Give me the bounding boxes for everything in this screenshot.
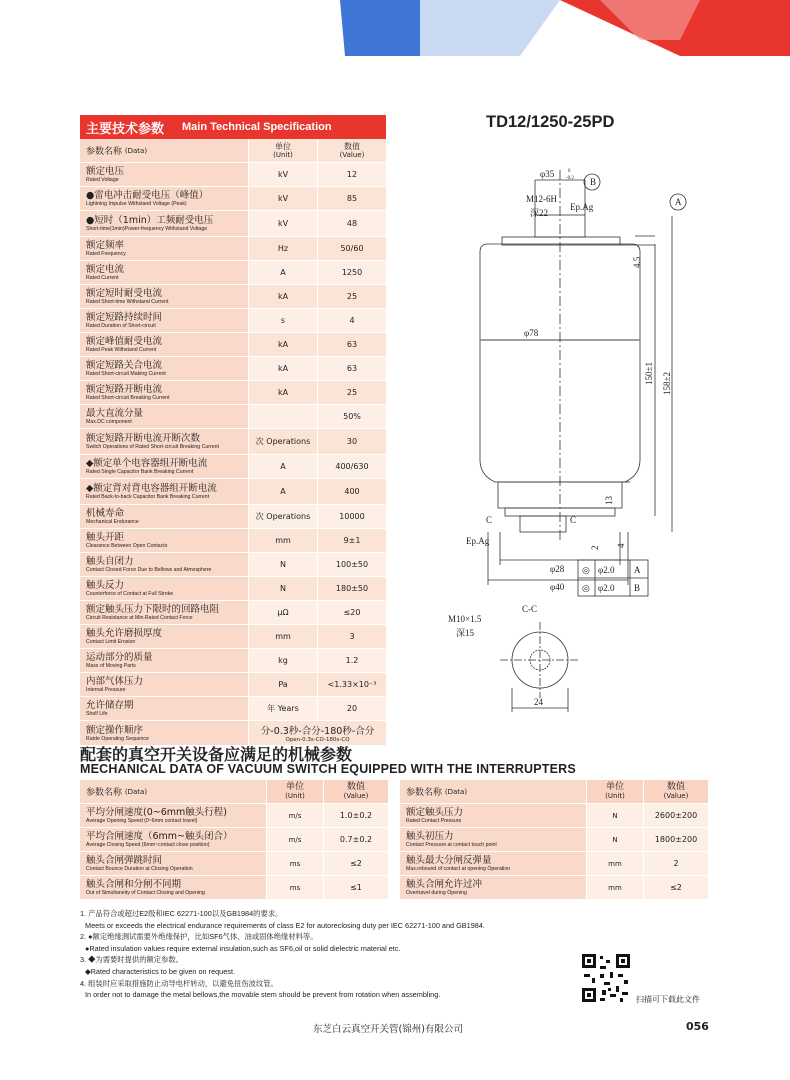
mech-param-en: Average Opening Speed (0~6mm contact travel) bbox=[86, 818, 198, 824]
spec-row bbox=[80, 505, 386, 529]
dim-m10: M10×1.5 bbox=[448, 614, 482, 624]
dim-158: 158±2 bbox=[662, 372, 672, 395]
spec-param-zh: 额定电压 bbox=[86, 166, 125, 177]
header-unit-zh: 单位 bbox=[275, 141, 291, 151]
spec-unit: kg bbox=[248, 649, 317, 672]
dim-4: 4 bbox=[616, 543, 626, 548]
spec-value: <1.33×10⁻³ bbox=[317, 673, 386, 696]
spec-row bbox=[80, 333, 386, 357]
spec-value: 63 bbox=[317, 357, 386, 380]
spec-value: 1.2 bbox=[317, 649, 386, 672]
tol1-symbol: ◎ bbox=[582, 565, 590, 575]
mech-header-value-en: (Value) bbox=[663, 791, 689, 800]
dim-150: 150±1 bbox=[644, 362, 654, 385]
spec-value: 9±1 bbox=[317, 529, 386, 552]
dim-2: 2 bbox=[590, 545, 600, 550]
note-line: 2. ●额定绝缘测试需要外绝缘保护，比如SF6气体、油或固体绝缘材料等。 bbox=[80, 932, 318, 942]
mech-value: 1.0±0.2 bbox=[323, 804, 388, 827]
spec-row bbox=[80, 187, 386, 211]
spec-unit: 次 Operations bbox=[248, 505, 317, 528]
label-c-right: C bbox=[570, 515, 577, 525]
mech-unit: ms bbox=[266, 852, 323, 875]
spec-unit: Pa bbox=[248, 673, 317, 696]
spec-param-zh: 额定短路开断电流开断次数 bbox=[86, 433, 201, 444]
spec-unit: Hz bbox=[248, 237, 317, 260]
mech-param-zh: 触头初压力 bbox=[406, 831, 454, 842]
mech-value: 2600±200 bbox=[643, 804, 708, 827]
mech-header-unit-en: (Unit) bbox=[285, 791, 305, 800]
mech-row bbox=[400, 804, 708, 828]
sequence-value-en: Open-0.3s-CO-180s-CO bbox=[285, 737, 350, 743]
spec-row bbox=[80, 285, 386, 309]
mech-param-en: Average Closing Speed (6mm~contact close position) bbox=[86, 842, 210, 848]
spec-param-en: Clearance Between Open Contacts bbox=[86, 543, 168, 549]
dim-d40: φ40 bbox=[550, 582, 565, 592]
header-unit-en: (Unit) bbox=[273, 150, 293, 159]
spec-param-en: Internal Pressure bbox=[86, 687, 126, 693]
spec-param-en: Max.DC component bbox=[86, 419, 132, 425]
spec-param-zh: 额定触头压力下限时的回路电阻 bbox=[86, 604, 220, 615]
spec-value: 50% bbox=[317, 405, 386, 428]
spec-param-en: Rated Peak Withstand Current bbox=[86, 347, 157, 353]
spec-row bbox=[80, 405, 386, 429]
mech-param-zh: 触头合闸弹跳时间 bbox=[86, 855, 163, 866]
spec-param-en: Rated Frequency bbox=[86, 251, 126, 257]
mech-param-zh: 平均分闸速度(0~6mm触头行程) bbox=[86, 807, 227, 818]
mech-value: ≤1 bbox=[323, 876, 388, 899]
model-title: TD12/1250-25PD bbox=[486, 113, 615, 131]
mech-param-en: Max.rebound of contact at opening Operation bbox=[406, 866, 511, 872]
label-b: B bbox=[590, 177, 597, 187]
spec-param-en: Shelf Life bbox=[86, 711, 108, 717]
spec-value: 4 bbox=[317, 309, 386, 332]
label-epag-top: Ep.Ag bbox=[570, 202, 594, 212]
note-line: 3. ◆为需要时提供的额定参数。 bbox=[80, 955, 183, 965]
top-banner bbox=[0, 0, 790, 56]
spec-param-zh: 触头允许磨损厚度 bbox=[86, 628, 163, 639]
mech-header-unit-zh: 单位 bbox=[285, 781, 304, 792]
spec-param-zh: 额定短路关合电流 bbox=[86, 360, 163, 371]
spec-row bbox=[80, 673, 386, 697]
mech-param-en: Contact Pressure at contact touch point bbox=[406, 842, 497, 848]
mech-param-en: Contact Bounce Duration at Closing Operation bbox=[86, 866, 193, 872]
dim-d28: φ28 bbox=[550, 564, 565, 574]
qr-code-icon[interactable] bbox=[580, 952, 632, 1004]
spec-value: 25 bbox=[317, 285, 386, 308]
mech-value: ≤2 bbox=[323, 852, 388, 875]
spec-param-en: Rated Short-circuit Breaking Current bbox=[86, 395, 170, 401]
spec-param-zh: 最大直流分量 bbox=[86, 408, 144, 419]
mech-unit: ms bbox=[266, 876, 323, 899]
spec-param-en: Contact Closed Force Due to Bellows and Atmosphere bbox=[86, 567, 212, 573]
spec-row bbox=[80, 577, 386, 601]
mech-row bbox=[400, 852, 708, 876]
spec-value: ≤20 bbox=[317, 601, 386, 624]
spec-unit: A bbox=[248, 261, 317, 284]
note-line: Meets or exceeds the electrical endurance requirements of class E2 for autoreclosing duty per IEC 62271-100 and GB1984. bbox=[85, 920, 485, 930]
sequence-value-zh: 分-0.3秒-合分-180秒-合分 bbox=[260, 726, 375, 737]
mech-param-zh: 额定触头压力 bbox=[406, 807, 464, 818]
spec-value: 12 bbox=[317, 163, 386, 186]
mech-header-right bbox=[400, 780, 708, 804]
spec-value: 100±50 bbox=[317, 553, 386, 576]
spec-row bbox=[80, 261, 386, 285]
mech-unit: m/s bbox=[266, 804, 323, 827]
moving-stem bbox=[520, 516, 566, 532]
notes bbox=[80, 908, 600, 1001]
spec-row bbox=[80, 429, 386, 455]
spec-table bbox=[80, 115, 386, 746]
spec-unit: A bbox=[248, 479, 317, 504]
mech-header-param-zh: 参数名称 bbox=[86, 788, 123, 798]
spec-param-zh: 额定频率 bbox=[86, 240, 125, 251]
mech-param-zh: 触头最大分闸反弹量 bbox=[406, 855, 492, 866]
spec-row bbox=[80, 649, 386, 673]
spec-unit: μΩ bbox=[248, 601, 317, 624]
spec-value: 20 bbox=[317, 697, 386, 720]
dim-d78: φ78 bbox=[524, 328, 539, 338]
spec-param-en: Lightning Impulse Withstand Voltage (Peak) bbox=[86, 201, 187, 207]
mech-unit: N bbox=[586, 804, 643, 827]
mech-row bbox=[80, 852, 388, 876]
mech-value: 2 bbox=[643, 852, 708, 875]
spec-param-en: Counterforce of Contact at Full Stroke bbox=[86, 591, 174, 597]
label-a: A bbox=[675, 197, 682, 207]
mech-row bbox=[80, 876, 388, 900]
sequence-zh: 额定操作顺序 bbox=[86, 724, 144, 736]
mech-param-en: Rated Contact Pressure bbox=[406, 818, 462, 824]
page-number: 056 bbox=[686, 1020, 709, 1033]
spec-param-zh: 额定短路开断电流 bbox=[86, 384, 163, 395]
section-label-cc: C-C bbox=[522, 604, 538, 614]
mech-table-left bbox=[80, 780, 388, 900]
spec-unit: mm bbox=[248, 529, 317, 552]
mech-row bbox=[80, 804, 388, 828]
technical-drawing bbox=[440, 160, 690, 720]
spec-unit: kA bbox=[248, 333, 317, 356]
mech-title-zh: 配套的真空开关设备应满足的机械参数 bbox=[80, 745, 353, 764]
mech-param-en: Overtravel during Opening bbox=[406, 890, 467, 896]
spec-param-zh: ●雷电冲击耐受电压（峰值） bbox=[86, 190, 209, 201]
spec-param-en: Rated Current bbox=[86, 275, 119, 281]
note-line: 1. 产品符合或超过E2级和IEC 62271-100以及GB1984的要求。 bbox=[80, 909, 283, 918]
spec-param-en: Circuit Resistance at Min.Rated Contact Force bbox=[86, 615, 193, 621]
spec-unit: 次 Operations bbox=[248, 429, 317, 454]
spec-row bbox=[80, 625, 386, 649]
spec-title-en: Main Technical Specification bbox=[182, 121, 332, 133]
tol2-symbol: ◎ bbox=[582, 583, 590, 593]
spec-param-zh: 触头自闭力 bbox=[86, 556, 134, 567]
note-line: 4. 组装时应采取措施防止动导电杆转动，以避免扭伤波纹管。 bbox=[80, 978, 278, 988]
spec-unit: kV bbox=[248, 163, 317, 186]
spec-value: 1250 bbox=[317, 261, 386, 284]
spec-param-en: Contact Limit Erosion bbox=[86, 639, 136, 645]
mech-param-zh: 触头合闸和分闸不同期 bbox=[86, 879, 182, 890]
dim-d35-tol-top: 0 bbox=[568, 169, 571, 174]
mech-param-zh: 平均合闸速度（6mm~触头闭合） bbox=[86, 831, 233, 842]
spec-param-en: Rated Short-time Withstand Current bbox=[86, 299, 169, 305]
spec-row bbox=[80, 455, 386, 479]
spec-title-bar bbox=[80, 115, 386, 139]
spec-param-en: Switch Operations of Rated Short-circuit Breaking Current bbox=[86, 444, 219, 450]
mech-value: 1800±200 bbox=[643, 828, 708, 851]
mech-unit: m/s bbox=[266, 828, 323, 851]
spec-row bbox=[80, 601, 386, 625]
spec-unit: kV bbox=[248, 211, 317, 236]
spec-row bbox=[80, 529, 386, 553]
dim-depth22: 深22 bbox=[530, 208, 549, 218]
mech-header-unit-en: (Unit) bbox=[605, 791, 625, 800]
spec-value: 48 bbox=[317, 211, 386, 236]
dim-depth15: 深15 bbox=[456, 628, 475, 638]
footer-company: 东芝白云真空开关管(锦州)有限公司 bbox=[313, 1024, 463, 1035]
spec-row bbox=[80, 697, 386, 721]
spec-row bbox=[80, 357, 386, 381]
spec-value: 25 bbox=[317, 381, 386, 404]
note-line: ●Rated insulation values require external insulation,such as SF6,oil or solid dielectric material etc. bbox=[85, 943, 401, 953]
spec-value: 63 bbox=[317, 333, 386, 356]
spec-row bbox=[80, 479, 386, 505]
spec-param-zh: 额定电流 bbox=[86, 264, 125, 275]
spec-unit: A bbox=[248, 455, 317, 478]
spec-unit bbox=[248, 405, 317, 428]
spec-unit: 年 Years bbox=[248, 697, 317, 720]
tol2-ref: B bbox=[634, 583, 641, 593]
spec-value: 50/60 bbox=[317, 237, 386, 260]
mech-title-en: MECHANICAL DATA OF VACUUM SWITCH EQUIPPED WITH THE INTERRUPTERS bbox=[80, 762, 576, 776]
mech-header-unit-zh: 单位 bbox=[605, 781, 624, 792]
spec-unit: kA bbox=[248, 357, 317, 380]
note-line: In order not to damage the metal bellows,the movable stem should be prevent from rotation when assembling. bbox=[85, 990, 441, 1000]
dim-24: 24 bbox=[534, 697, 543, 707]
label-epag-bottom: Ep.Ag bbox=[466, 536, 490, 546]
mech-header-value-en: (Value) bbox=[343, 791, 369, 800]
spec-param-zh: 额定短时耐受电流 bbox=[86, 288, 163, 299]
dim-d35: φ35 bbox=[540, 169, 555, 179]
spec-row bbox=[80, 237, 386, 261]
spec-value: 180±50 bbox=[317, 577, 386, 600]
spec-param-zh: ◆额定单个电容器组开断电流 bbox=[86, 458, 208, 469]
spec-row bbox=[80, 211, 386, 237]
mech-param-zh: 触头合闸允许过冲 bbox=[406, 879, 483, 890]
tol1-value: φ2.0 bbox=[598, 565, 615, 575]
spec-param-zh: 额定峰值耐受电流 bbox=[86, 336, 163, 347]
dim-4-5: 4.5 bbox=[632, 256, 642, 268]
mech-unit: mm bbox=[586, 876, 643, 899]
spec-param-zh: 允许储存期 bbox=[86, 700, 134, 711]
spec-param-en: Mechanical Endurance bbox=[86, 519, 139, 525]
spec-param-zh: 内部气体压力 bbox=[86, 676, 144, 687]
mech-unit: mm bbox=[586, 852, 643, 875]
spec-value: 3 bbox=[317, 625, 386, 648]
mech-header-value-zh: 数值 bbox=[346, 781, 365, 792]
dim-d35-tol-bot: -0.2 bbox=[566, 176, 574, 181]
spec-header-row bbox=[80, 139, 386, 163]
spec-unit: kA bbox=[248, 285, 317, 308]
header-param-en: (Data) bbox=[124, 146, 148, 155]
spec-param-en: Short-time(1min)Power-frequency Withstand Voltage bbox=[86, 226, 208, 232]
header-param-zh: 参数名称 bbox=[86, 147, 123, 157]
spec-unit: kA bbox=[248, 381, 317, 404]
spec-param-en: Rated Back-to-back Capacitor Bank Breaking Current bbox=[86, 494, 210, 500]
spec-value: 10000 bbox=[317, 505, 386, 528]
spec-row bbox=[80, 553, 386, 577]
spec-param-zh: ◆额定背对背电容器组开断电流 bbox=[86, 483, 217, 494]
spec-param-zh: 机械寿命 bbox=[86, 508, 125, 519]
mech-row bbox=[80, 828, 388, 852]
tol2-value: φ2.0 bbox=[598, 583, 615, 593]
mech-row bbox=[400, 828, 708, 852]
dim-13: 13 bbox=[604, 496, 614, 505]
spec-unit: kV bbox=[248, 187, 317, 210]
label-c-left: C bbox=[486, 515, 493, 525]
spec-param-en: Rated Single Capacitor Bank Breaking Current bbox=[86, 469, 194, 475]
mech-param-en: Out of Simultaneity of Contact Closing and Opening bbox=[86, 890, 205, 896]
mech-header-left bbox=[80, 780, 388, 804]
spec-param-zh: 触头开距 bbox=[86, 532, 125, 543]
spec-row bbox=[80, 163, 386, 187]
dim-m12: M12-6H bbox=[526, 194, 557, 204]
spec-value: 400 bbox=[317, 479, 386, 504]
spec-row bbox=[80, 381, 386, 405]
mech-table-right bbox=[400, 780, 708, 900]
spec-param-zh: ●短时（1min）工频耐受电压 bbox=[86, 215, 214, 226]
spec-title-zh: 主要技术参数 bbox=[86, 121, 165, 137]
spec-unit: mm bbox=[248, 625, 317, 648]
spec-param-en: Rated Duration of Short-circuit bbox=[86, 323, 156, 329]
spec-param-zh: 运动部分的质量 bbox=[86, 652, 153, 663]
spec-unit: N bbox=[248, 553, 317, 576]
header-value-zh: 数值 bbox=[344, 141, 360, 151]
spec-param-en: Rated Short-circuit Making Current bbox=[86, 371, 166, 377]
spec-param-zh: 额定短路持续时间 bbox=[86, 312, 163, 323]
mech-unit: N bbox=[586, 828, 643, 851]
tol1-ref: A bbox=[634, 565, 641, 575]
mech-value: ≤2 bbox=[643, 876, 708, 899]
spec-value: 85 bbox=[317, 187, 386, 210]
spec-unit: N bbox=[248, 577, 317, 600]
spec-param-zh: 触头反力 bbox=[86, 580, 125, 591]
mech-value: 0.7±0.2 bbox=[323, 828, 388, 851]
spec-value: 30 bbox=[317, 429, 386, 454]
spec-param-en: Mass of Moving Parts bbox=[86, 663, 136, 669]
header-value-en: (Value) bbox=[339, 150, 365, 159]
spec-row bbox=[80, 309, 386, 333]
mech-header-param-en: (Data) bbox=[444, 787, 468, 796]
mech-header-param-zh: 参数名称 bbox=[406, 788, 443, 798]
mech-row bbox=[400, 876, 708, 900]
spec-param-en: Rated Voltage bbox=[86, 177, 119, 183]
spec-value: 400/630 bbox=[317, 455, 386, 478]
sequence-en: Ratde Operating Sequence bbox=[86, 735, 149, 742]
spec-unit: s bbox=[248, 309, 317, 332]
qr-caption: 扫描可下载此文件 bbox=[636, 995, 700, 1004]
mech-header-param-en: (Data) bbox=[124, 787, 148, 796]
mech-header-value-zh: 数值 bbox=[666, 781, 685, 792]
note-line: ◆Rated characteristics to be given on request. bbox=[85, 966, 236, 976]
